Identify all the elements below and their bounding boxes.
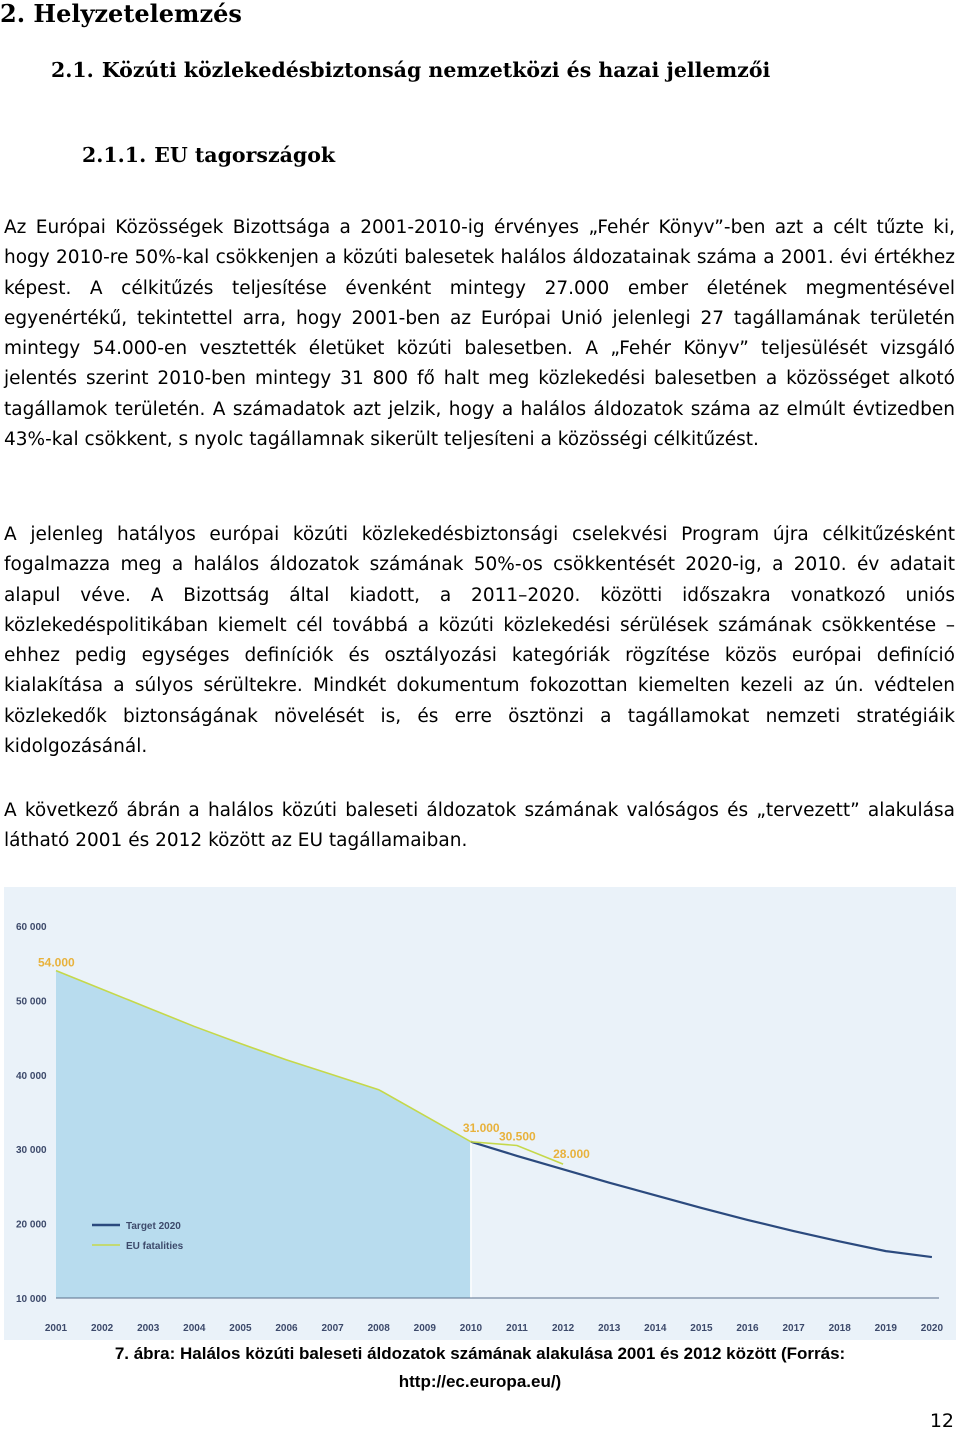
x-tick-label: 2012	[551, 1323, 575, 1334]
x-tick-label: 2013	[598, 1323, 621, 1334]
subsection-title: Közúti közlekedésbiztonság nemzetközi és hazai jellemzői	[101, 58, 771, 82]
y-tick-label: 10 000	[16, 1294, 47, 1305]
figure-caption: 7. ábra: Halálos közúti baleseti áldozatok számának alakulása 2001 és 2012 között (Forrás: http://ec.europa.eu/)	[114, 1344, 846, 1391]
x-tick-label: 2005	[229, 1323, 252, 1334]
x-tick-label: 2003	[137, 1323, 160, 1334]
subsubsection-heading	[82, 142, 335, 168]
y-tick-label: 40 000	[16, 1070, 47, 1082]
x-tick-label: 2010	[459, 1323, 483, 1334]
x-tick-label: 2008	[367, 1323, 390, 1334]
x-tick-label: 2001	[44, 1323, 68, 1334]
y-tick-label: 30 000	[16, 1145, 47, 1157]
y-tick-label: 20 000	[16, 1219, 47, 1231]
fatalities-area	[56, 971, 471, 1298]
paragraph-figure-intro: A következő ábrán a halálos közúti baleseti áldozatok számának valóságos és „tervezett” alakulása látható 2001 és 2012 között az EU tagállamaiban.	[4, 800, 955, 852]
y-tick-label: 50 000	[16, 996, 47, 1008]
y-tick-label: 60 000	[16, 922, 47, 933]
subsubsection-number: 2.1.1.	[82, 143, 147, 167]
subsection-number: 2.1.	[51, 58, 94, 82]
x-tick-label: 2018	[828, 1323, 851, 1334]
x-tick-label: 2006	[275, 1323, 298, 1334]
x-tick-label: 2014	[644, 1323, 667, 1334]
x-tick-label: 2002	[90, 1323, 114, 1334]
section-heading: 2. Helyzetelemzés	[0, 0, 242, 28]
subsubsection-title: EU tagországok	[154, 143, 336, 167]
x-tick-label: 2019	[874, 1323, 897, 1334]
fatalities-chart	[4, 887, 956, 1340]
x-tick-label: 2011	[506, 1323, 528, 1334]
legend-label: EU fatalities	[126, 1241, 184, 1252]
x-tick-label: 2007	[321, 1323, 344, 1334]
page-number: 12	[929, 1410, 954, 1432]
paragraph-white-paper: Az Európai Közösségek Bizottsága a 2001-2010-ig érvényes „Fehér Könyv”-ben azt a célt tűzte ki, hogy 2010-re 50%-kal csökkenjen a közúti balesetek halálos áldozatainak száma a 2001. évi értékhez képest. A célkitűzés teljesítése évenként mintegy 27.000 ember életének megmentésével egyenértékű, tekintettel arra, hogy 2001-ben az Európai Unió jelenlegi 27 tagállamának területén mintegy 54.000-en vesztették életüket közúti balesetben. A „Fehér Könyv” teljesülését vizsgáló jelentés szerint 2010-ben mintegy 31 800 fő halt meg közlekedési balesetben a közösséget alkotó tagállamok területén. A számadatok azt jelzik, hogy a halálos áldozatok száma az elmúlt évtizedben 43%-kal csökkent, s nyolc tagállamnak sikerült teljesíteni a közösségi célkitűzést.	[4, 217, 955, 451]
target-2020-line	[471, 1142, 932, 1257]
x-tick-label: 2004	[183, 1323, 206, 1334]
paragraph-action-program: A jelenleg hatályos európai közúti közlekedésbiztonsági cselekvési Program újra célkitűzésként fogalmazza meg a halálos áldozatok számának 50%-os csökkentését 2020-ig, a 2010. év adatait alapul véve. A Bizottság által kiadott, a 2011–2020. közötti időszakra vonatkozó uniós közlekedéspolitikában kiemelt cél továbbá a közúti közlekedési sérülések számának csökkentése – ehhez pedig egységes definíciók és osztályozási kategóriák rögzítése közös európai definíció kialakítása a súlyos sérültekre. Mindkét dokumentum fokozottan kiemelten kezeli az ún. védtelen közlekedők biztonságának növelését is, és erre ösztönzi a tagállamokat nemzeti stratégiáik kidolgozásánál.	[4, 524, 955, 758]
value-annotation: 30.500	[499, 1129, 536, 1144]
value-annotation: 54.000	[38, 955, 75, 970]
subsection-heading	[51, 57, 770, 83]
fatalities-chart-svg	[4, 887, 956, 1340]
value-annotation: 31.000	[462, 1120, 500, 1135]
x-tick-label: 2017	[782, 1323, 805, 1334]
x-tick-label: 2015	[690, 1323, 713, 1334]
x-tick-label: 2009	[413, 1323, 436, 1334]
x-tick-label: 2020	[920, 1323, 944, 1334]
legend-label: Target 2020	[126, 1221, 181, 1232]
value-annotation: 28.000	[553, 1147, 590, 1162]
x-tick-label: 2016	[736, 1323, 759, 1334]
